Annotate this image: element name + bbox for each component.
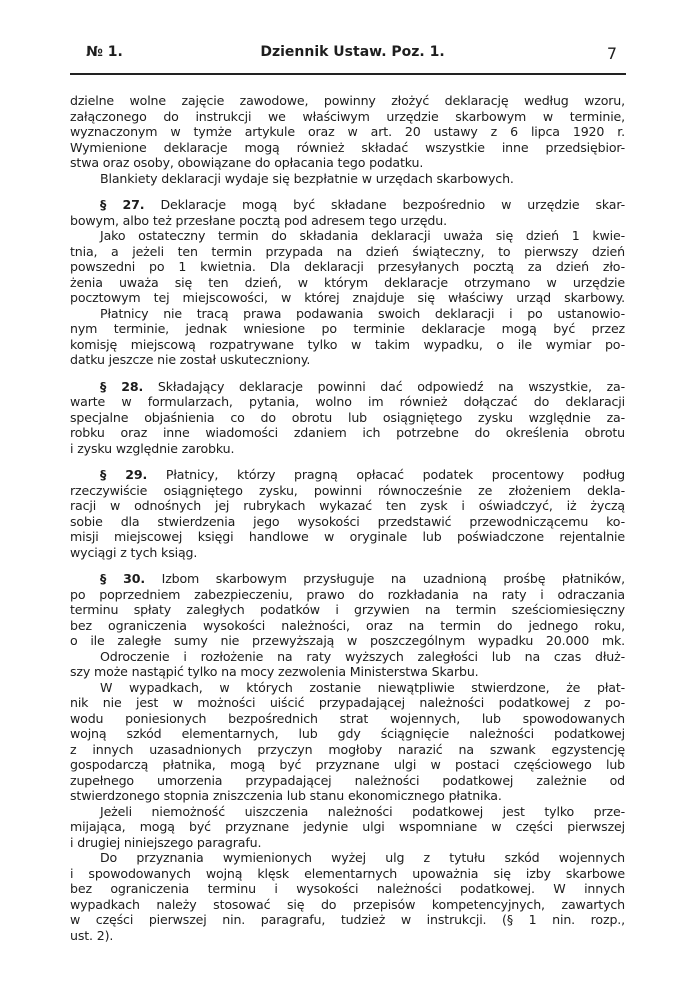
paragraph xyxy=(70,93,625,171)
text-line: § 28. Składający deklaracje powinni dać odpowiedź na wszystkie, za- xyxy=(100,378,625,394)
paragraph xyxy=(70,306,625,368)
text-line: § 29. Płatnicy, którzy pragną opłacać podatek procentowy podług xyxy=(100,467,625,482)
paragraph xyxy=(70,228,625,306)
issue-number: № 1. xyxy=(86,44,123,60)
paragraph xyxy=(70,850,625,943)
text-line: i zysku względnie zarobku. xyxy=(70,440,235,456)
text-line: załączonego do instrukcji we właściwym urzędzie skarbowym w terminie, xyxy=(70,108,625,124)
text-line: stwierdzonego stopnia zniszczenia lub stanu ekonomicznego płatnika. xyxy=(70,788,502,803)
text-line: specjalne objaśnienia co do obrotu lub osiągniętego zysku względnie za- xyxy=(70,409,625,425)
text-line: wypadkach należy stosować się do przepisów kompetencyjnych, zawartych xyxy=(70,896,625,912)
section-number: § 29. xyxy=(100,467,148,482)
section-number: § 27. xyxy=(100,197,145,212)
journal-title: Dziennik Ustaw. Poz. 1. xyxy=(260,44,445,60)
text-line: i drugiej niniejszego paragrafu. xyxy=(70,834,262,850)
text-line: Do przyznania wymienionych wyżej ulg z tytułu szkód wojennych xyxy=(100,850,625,865)
page-number: 7 xyxy=(606,44,617,63)
section-number: § 28. xyxy=(100,378,144,394)
text-line: misji miejscowej księgi handlowe w oryginale lub poświadczone rejentalnie xyxy=(70,529,625,544)
section-27 xyxy=(70,197,625,228)
text-line: rzeczywiście osiągniętego zysku, powinni równocześnie ze złożeniem dekla- xyxy=(70,482,625,498)
text-line: Płatnicy nie tracą prawa podawania swoich deklaracji i po ustanowio- xyxy=(100,305,625,321)
text-line: dzielne wolne zajęcie zawodowe, powinny złożyć deklarację według wzoru, xyxy=(70,93,625,108)
text-line: racji w odnośnych jej rubrykach wykazać ten zysk i oświadczyć, iż życzą xyxy=(70,498,625,513)
text-line: stwa oraz osoby, obowiązane do opłacania tego podatku. xyxy=(70,155,424,170)
text-line: terminu spłaty zaległych podatków i grzywien na termin sześciomiesięczny xyxy=(70,602,625,617)
text-line: robku oraz inne wiadomości zdaniem ich potrzebne do określenia obrotu xyxy=(70,425,625,440)
text-line: nik nie jest w możności uiścić przypadającej należności podatkowej z po- xyxy=(70,695,625,710)
text-line: powszedni po 1 kwietnia. Dla deklaracji przesyłanych pocztą za dzień zło- xyxy=(70,259,625,274)
text-line: o ile zaległe sumy nie przewyższają w poszczególnym wypadku 20.000 mk. xyxy=(70,633,625,648)
page-header xyxy=(70,44,625,66)
text-line: nym terminie, jednak wniesione po terminie deklaracje mogą być przez xyxy=(70,321,625,336)
header-rule xyxy=(70,73,626,75)
text-line: § 27. Deklaracje mogą być składane bezpośrednio w urzędzie skar- xyxy=(100,197,625,212)
paragraph xyxy=(70,680,625,804)
section-29 xyxy=(70,467,625,560)
text-line: wojną szkód elementarnych, lub gdy ściągnięcie należności podatkowej xyxy=(70,726,625,741)
document-body xyxy=(70,93,625,943)
text-line: wyciągi z tych ksiąg. xyxy=(70,544,198,560)
text-line: Jeżeli niemożność uiszczenia należności podatkowej jest tylko prze- xyxy=(100,803,625,819)
text-line: z innych uzasadnionych przyczyn mogłoby narazić na szwank egzystencję xyxy=(70,741,625,757)
text-line: Jako ostateczny termin do składania deklaracji uważa się dzień 1 kwie- xyxy=(100,228,625,243)
text-line: po poprzedniem zabezpieczeniu, prawo do rozkładania na raty i odraczania xyxy=(70,586,625,602)
text-line: w części pierwszej nin. paragrafu, tudzież w instrukcji. (§ 1 nin. rozp., xyxy=(70,912,625,927)
text-line: datku jeszcze nie został uskuteczniony. xyxy=(70,352,311,367)
text-line: szy może nastąpić tylko na mocy zezwolenia Ministerstwa Skarbu. xyxy=(70,664,479,679)
section-30 xyxy=(70,571,625,649)
text-line: tnia, a jeżeli ten termin przypada na dzień świąteczny, to pierwszy dzień xyxy=(70,243,625,259)
text-line: mijająca, mogą być przyznane jedynie ulgi wspomniane w części pierwszej xyxy=(70,819,625,834)
section-number: § 30. xyxy=(100,571,146,586)
paragraph xyxy=(70,804,625,851)
text-line: wyznaczonym w tymże artykule oraz w art. 20 ustawy z 6 lipca 1920 r. xyxy=(70,124,625,139)
text-line: bez ograniczenia wysokości należności, oraz na termin do jednego roku, xyxy=(70,617,625,633)
text-line: Blankiety deklaracji wydaje się bezpłatnie w urzędach skarbowych. xyxy=(100,170,514,186)
text-line: sobie dla stwierdzenia jego wysokości przedstawić przewodniczącemu ko- xyxy=(70,513,625,529)
text-line: bez ograniczenia terminu i wysokości należności podatkowej. W innych xyxy=(70,881,625,896)
text-line: komisję miejscową rozpatrywane tylko w takim wypadku, o ile wymiar po- xyxy=(70,336,625,352)
text-line: Wymienione deklaracje mogą również składać wszystkie inne przedsiębior- xyxy=(70,139,625,155)
text-line: ust. 2). xyxy=(70,927,114,943)
text-line: bowym, albo też przesłane pocztą pod adresem tego urzędu. xyxy=(70,212,447,228)
text-line: i spowodowanych wojną klęsk elementarnych upoważnia się izby skarbowe xyxy=(70,865,625,881)
text-line: W wypadkach, w których zostanie niewątpliwie stwierdzone, że płat- xyxy=(100,679,625,695)
text-line: § 30. Izbom skarbowym przysługuje na uzadnioną prośbę płatników, xyxy=(100,571,625,586)
text-line: gospodarczą płatnika, mogą być przyznane ulgi w postaci częściowego lub xyxy=(70,757,625,772)
text-line: zupełnego umorzenia przypadającej należności podatkowej zależnie od xyxy=(70,772,625,788)
text-line: Odroczenie i rozłożenie na raty wyższych zaległości lub na czas dłuż- xyxy=(100,648,625,664)
text-line: wodu poniesionych bezpośrednich strat wojennych, lub spowodowanych xyxy=(70,710,625,726)
section-28 xyxy=(70,379,625,457)
text-line: pocztowym tej miejscowości, w której znajduje się właściwy urząd skarbowy. xyxy=(70,290,625,305)
text-line: żenia uważa się ten dzień, w którym deklaracje otrzymano w urzędzie xyxy=(70,274,625,290)
paragraph xyxy=(70,171,625,187)
paragraph xyxy=(70,649,625,680)
text-line: warte w formularzach, pytania, wolno im również dołączać do deklaracji xyxy=(70,394,625,409)
